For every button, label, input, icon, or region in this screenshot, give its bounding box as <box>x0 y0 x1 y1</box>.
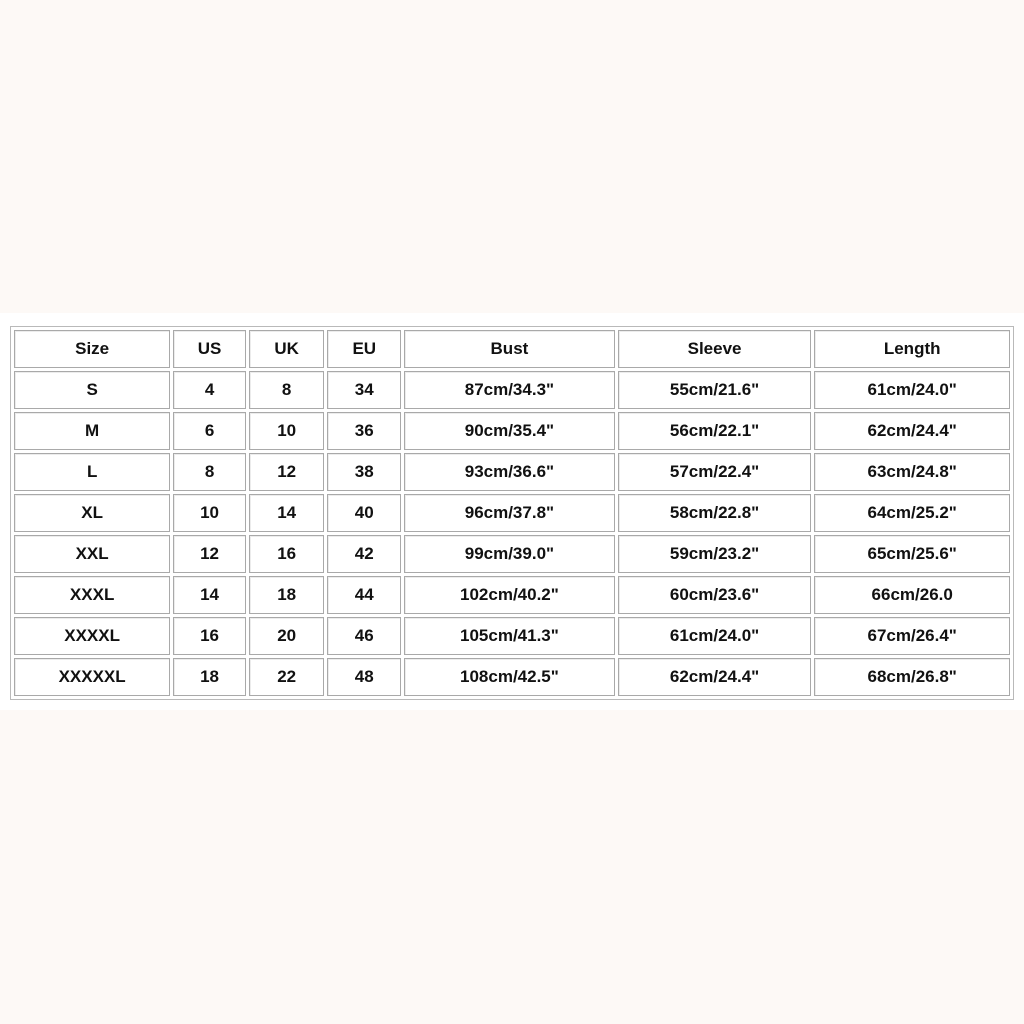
cell-us: 18 <box>173 658 246 696</box>
column-header-length: Length <box>814 330 1010 368</box>
cell-bust: 102cm/40.2" <box>404 576 615 614</box>
cell-length: 62cm/24.4" <box>814 412 1010 450</box>
cell-sleeve: 59cm/23.2" <box>618 535 812 573</box>
cell-sleeve: 61cm/24.0" <box>618 617 812 655</box>
cell-eu: 38 <box>327 453 401 491</box>
cell-eu: 34 <box>327 371 401 409</box>
cell-sleeve: 57cm/22.4" <box>618 453 812 491</box>
cell-length: 67cm/26.4" <box>814 617 1010 655</box>
cell-sleeve: 56cm/22.1" <box>618 412 812 450</box>
cell-uk: 18 <box>249 576 325 614</box>
column-header-sleeve: Sleeve <box>618 330 812 368</box>
cell-uk: 8 <box>249 371 325 409</box>
table-row <box>14 576 1010 614</box>
size-chart-panel <box>0 313 1024 710</box>
cell-length: 66cm/26.0 <box>814 576 1010 614</box>
table-row <box>14 371 1010 409</box>
cell-size: S <box>14 371 170 409</box>
cell-sleeve: 60cm/23.6" <box>618 576 812 614</box>
cell-us: 4 <box>173 371 246 409</box>
cell-us: 16 <box>173 617 246 655</box>
cell-length: 65cm/25.6" <box>814 535 1010 573</box>
cell-us: 8 <box>173 453 246 491</box>
cell-us: 14 <box>173 576 246 614</box>
table-row <box>14 535 1010 573</box>
cell-sleeve: 58cm/22.8" <box>618 494 812 532</box>
cell-length: 61cm/24.0" <box>814 371 1010 409</box>
cell-uk: 22 <box>249 658 325 696</box>
header-row <box>14 330 1010 368</box>
cell-size: L <box>14 453 170 491</box>
table-row <box>14 494 1010 532</box>
cell-eu: 44 <box>327 576 401 614</box>
cell-eu: 40 <box>327 494 401 532</box>
cell-size: XXXL <box>14 576 170 614</box>
cell-eu: 48 <box>327 658 401 696</box>
column-header-uk: UK <box>249 330 325 368</box>
cell-uk: 14 <box>249 494 325 532</box>
cell-us: 10 <box>173 494 246 532</box>
column-header-size: Size <box>14 330 170 368</box>
cell-length: 68cm/26.8" <box>814 658 1010 696</box>
table-row <box>14 658 1010 696</box>
table-row <box>14 453 1010 491</box>
cell-eu: 36 <box>327 412 401 450</box>
cell-bust: 108cm/42.5" <box>404 658 615 696</box>
cell-size: XXXXXL <box>14 658 170 696</box>
cell-bust: 87cm/34.3" <box>404 371 615 409</box>
cell-bust: 105cm/41.3" <box>404 617 615 655</box>
cell-bust: 99cm/39.0" <box>404 535 615 573</box>
cell-sleeve: 62cm/24.4" <box>618 658 812 696</box>
cell-bust: 93cm/36.6" <box>404 453 615 491</box>
table-row <box>14 617 1010 655</box>
table-row <box>14 412 1010 450</box>
cell-uk: 16 <box>249 535 325 573</box>
cell-bust: 96cm/37.8" <box>404 494 615 532</box>
cell-size: XXL <box>14 535 170 573</box>
column-header-bust: Bust <box>404 330 615 368</box>
cell-eu: 42 <box>327 535 401 573</box>
cell-size: XXXXL <box>14 617 170 655</box>
cell-bust: 90cm/35.4" <box>404 412 615 450</box>
size-chart-table <box>10 326 1014 700</box>
cell-sleeve: 55cm/21.6" <box>618 371 812 409</box>
cell-size: XL <box>14 494 170 532</box>
cell-eu: 46 <box>327 617 401 655</box>
cell-uk: 10 <box>249 412 325 450</box>
cell-us: 12 <box>173 535 246 573</box>
cell-uk: 12 <box>249 453 325 491</box>
column-header-us: US <box>173 330 246 368</box>
column-header-eu: EU <box>327 330 401 368</box>
cell-us: 6 <box>173 412 246 450</box>
cell-length: 63cm/24.8" <box>814 453 1010 491</box>
cell-size: M <box>14 412 170 450</box>
cell-length: 64cm/25.2" <box>814 494 1010 532</box>
cell-uk: 20 <box>249 617 325 655</box>
